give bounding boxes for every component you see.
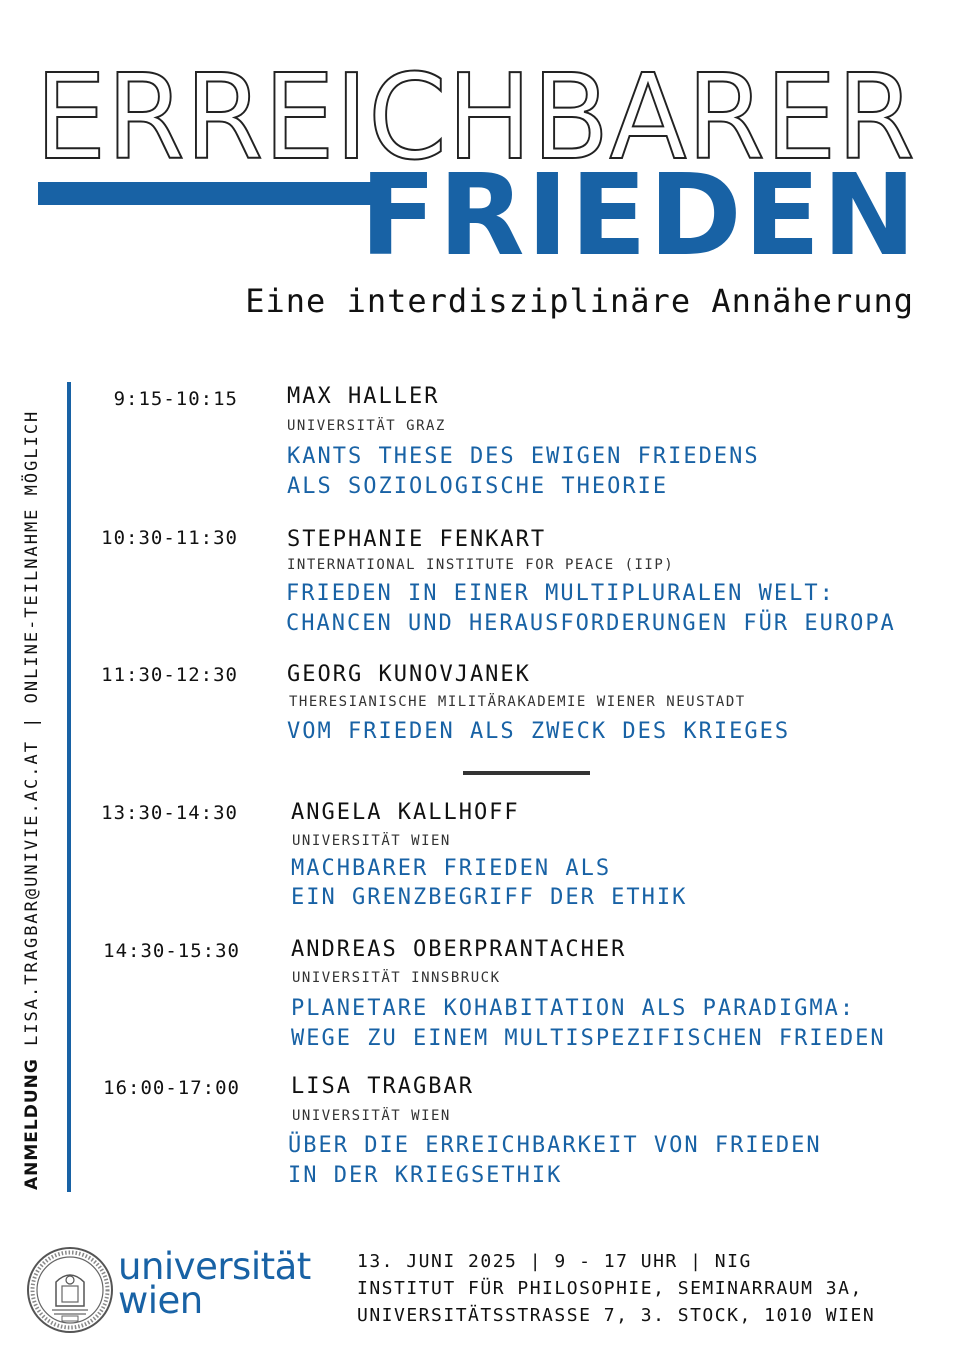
session-speaker: LISA TRAGBAR	[291, 1074, 474, 1099]
session-topic-line2: CHANCEN UND HERAUSFORDERUNGEN FÜR EUROPA	[286, 611, 896, 636]
session-speaker: ANDREAS OBERPRANTACHER	[291, 937, 627, 962]
session-topic-line1: MACHBARER FRIEDEN ALS	[291, 856, 612, 881]
session-institution: UNIVERSITÄT WIEN	[292, 833, 451, 849]
title-outline-text: ERREICHBARER	[35, 58, 915, 178]
subtitle: Eine interdisziplinäre Annäherung	[245, 282, 914, 320]
session-institution: INTERNATIONAL INSTITUTE FOR PEACE (IIP)	[287, 557, 675, 573]
event-date-time: 13. JUNI 2025 | 9 - 17 UHR | NIG	[357, 1251, 752, 1272]
session-institution: UNIVERSITÄT WIEN	[292, 1108, 451, 1124]
session-institution: UNIVERSITÄT GRAZ	[287, 418, 446, 434]
accent-bar	[38, 182, 385, 205]
university-logo	[118, 1245, 311, 1322]
session-time: 11:30-12:30	[101, 664, 238, 686]
logo-line1: universität	[118, 1245, 311, 1288]
session-topic-line1: VOM FRIEDEN ALS ZWECK DES KRIEGES	[287, 719, 791, 744]
university-seal-icon	[26, 1246, 114, 1334]
logo-line2: wien	[118, 1279, 203, 1322]
registration-info	[22, 380, 42, 1190]
event-address: UNIVERSITÄTSSTRASSE 7, 3. STOCK, 1010 WIEN	[357, 1305, 876, 1326]
side-accent-line	[67, 382, 71, 1192]
session-speaker: STEPHANIE FENKART	[287, 527, 547, 552]
session-institution: THERESIANISCHE MILITÄRAKADEMIE WIENER NEUSTADT	[289, 694, 746, 710]
session-speaker: MAX HALLER	[287, 384, 440, 409]
session-topic-line1: ÜBER DIE ERREICHBARKEIT VON FRIEDEN	[288, 1133, 822, 1158]
registration-details: LISA.TRAGBAR@UNIVIE.AC.AT | ONLINE-TEILNAHME MÖGLICH	[22, 409, 42, 1059]
session-time: 9:15-10:15	[113, 388, 238, 410]
session-speaker: GEORG KUNOVJANEK	[287, 662, 531, 687]
session-topic-line1: FRIEDEN IN EINER MULTIPLURALEN WELT:	[286, 581, 835, 606]
session-time: 13:30-14:30	[101, 802, 238, 824]
session-time: 10:30-11:30	[101, 527, 238, 549]
session-time: 16:00-17:00	[103, 1077, 240, 1099]
registration-label: ANMELDUNG	[22, 1058, 42, 1190]
session-time: 14:30-15:30	[103, 940, 240, 962]
event-venue: INSTITUT FÜR PHILOSOPHIE, SEMINARRAUM 3A,	[357, 1278, 863, 1299]
session-topic-line1: PLANETARE KOHABITATION ALS PARADIGMA:	[291, 996, 856, 1021]
session-topic-line2: ALS SOZIOLOGISCHE THEORIE	[287, 474, 669, 499]
title-solid: FRIEDEN	[359, 151, 918, 281]
session-speaker: ANGELA KALLHOFF	[291, 800, 520, 825]
session-topic-line1: KANTS THESE DES EWIGEN FRIEDENS	[287, 444, 760, 469]
lunch-break-divider	[463, 771, 590, 775]
event-details	[357, 1248, 875, 1329]
session-topic-line2: EIN GRENZBEGRIFF DER ETHIK	[291, 885, 688, 910]
session-topic-line2: IN DER KRIEGSETHIK	[288, 1163, 563, 1188]
session-institution: UNIVERSITÄT INNSBRUCK	[292, 970, 501, 986]
session-topic-line2: WEGE ZU EINEM MULTISPEZIFISCHEN FRIEDEN	[291, 1026, 886, 1051]
